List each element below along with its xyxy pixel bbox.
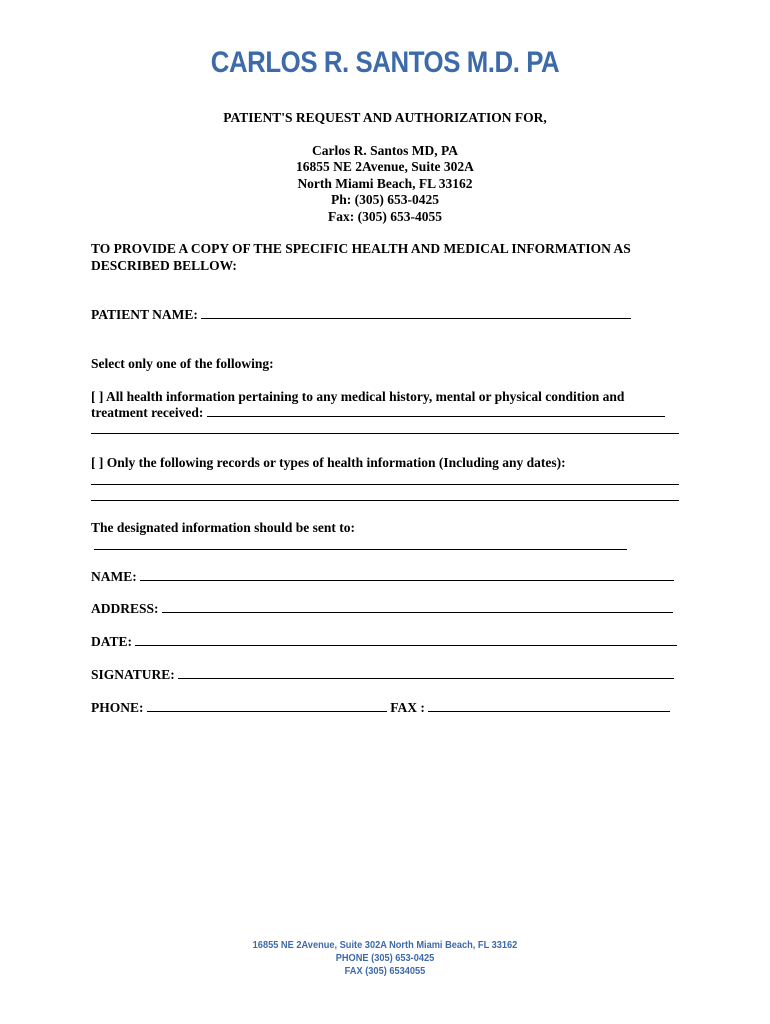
- select-instruction: Select only one of the following:: [91, 356, 274, 371]
- intro-line-2: DESCRIBED BELLOW:: [91, 258, 237, 273]
- footer-address: 16855 NE 2Avenue, Suite 302A North Miami Beach, FL 33162: [252, 939, 518, 951]
- patient-name-label: PATIENT NAME:: [91, 307, 198, 322]
- specific-records-line-1[interactable]: [91, 484, 679, 485]
- name-field[interactable]: [140, 569, 674, 581]
- option-specific-text[interactable]: [ ] Only the following records or types of health information (Including any dates):: [91, 455, 566, 470]
- intro-line-1: TO PROVIDE A COPY OF THE SPECIFIC HEALTH AND MEDICAL INFORMATION AS: [91, 241, 631, 256]
- signature-row: [91, 667, 674, 683]
- specific-records-line-2[interactable]: [91, 500, 679, 501]
- fax-label: FAX :: [390, 700, 425, 715]
- treatment-received-label: treatment received:: [91, 405, 204, 420]
- date-row: [91, 634, 677, 650]
- footer-fax: FAX (305) 6534055: [344, 965, 426, 977]
- address-label: ADDRESS:: [91, 601, 159, 616]
- request-heading: PATIENT'S REQUEST AND AUTHORIZATION FOR,: [223, 110, 547, 125]
- fax-field[interactable]: [428, 700, 670, 712]
- signature-label: SIGNATURE:: [91, 667, 175, 682]
- date-field[interactable]: [135, 634, 677, 646]
- option-all-row: [91, 405, 665, 421]
- patient-name-field[interactable]: [201, 307, 631, 319]
- send-to-field[interactable]: [94, 549, 627, 550]
- phone-line: Ph: (305) 653-0425: [331, 192, 439, 207]
- fax-line: Fax: (305) 653-4055: [328, 209, 442, 224]
- patient-name-row: [91, 307, 631, 323]
- phone-field[interactable]: [147, 700, 387, 712]
- address-line-3: North Miami Beach, FL 33162: [297, 176, 473, 191]
- footer-phone: PHONE (305) 653-0425: [335, 952, 435, 964]
- treatment-received-field[interactable]: [207, 405, 665, 417]
- name-label: NAME:: [91, 569, 137, 584]
- address-field[interactable]: [162, 601, 673, 613]
- address-line-2: 16855 NE 2Avenue, Suite 302A: [296, 159, 474, 174]
- practice-title: CARLOS R. SANTOS M.D. PA: [210, 46, 560, 79]
- name-row: [91, 569, 674, 585]
- signature-field[interactable]: [178, 667, 674, 679]
- address-row: [91, 601, 673, 617]
- phone-fax-row: [91, 700, 670, 716]
- treatment-extra-line[interactable]: [91, 433, 679, 434]
- date-label: DATE:: [91, 634, 133, 649]
- phone-label: PHONE:: [91, 700, 144, 715]
- send-to-label: The designated information should be sent to:: [91, 520, 356, 535]
- option-all-text[interactable]: [ ] All health information pertaining to any medical history, mental or physical condition and: [91, 389, 625, 404]
- address-line-1: Carlos R. Santos MD, PA: [312, 143, 458, 158]
